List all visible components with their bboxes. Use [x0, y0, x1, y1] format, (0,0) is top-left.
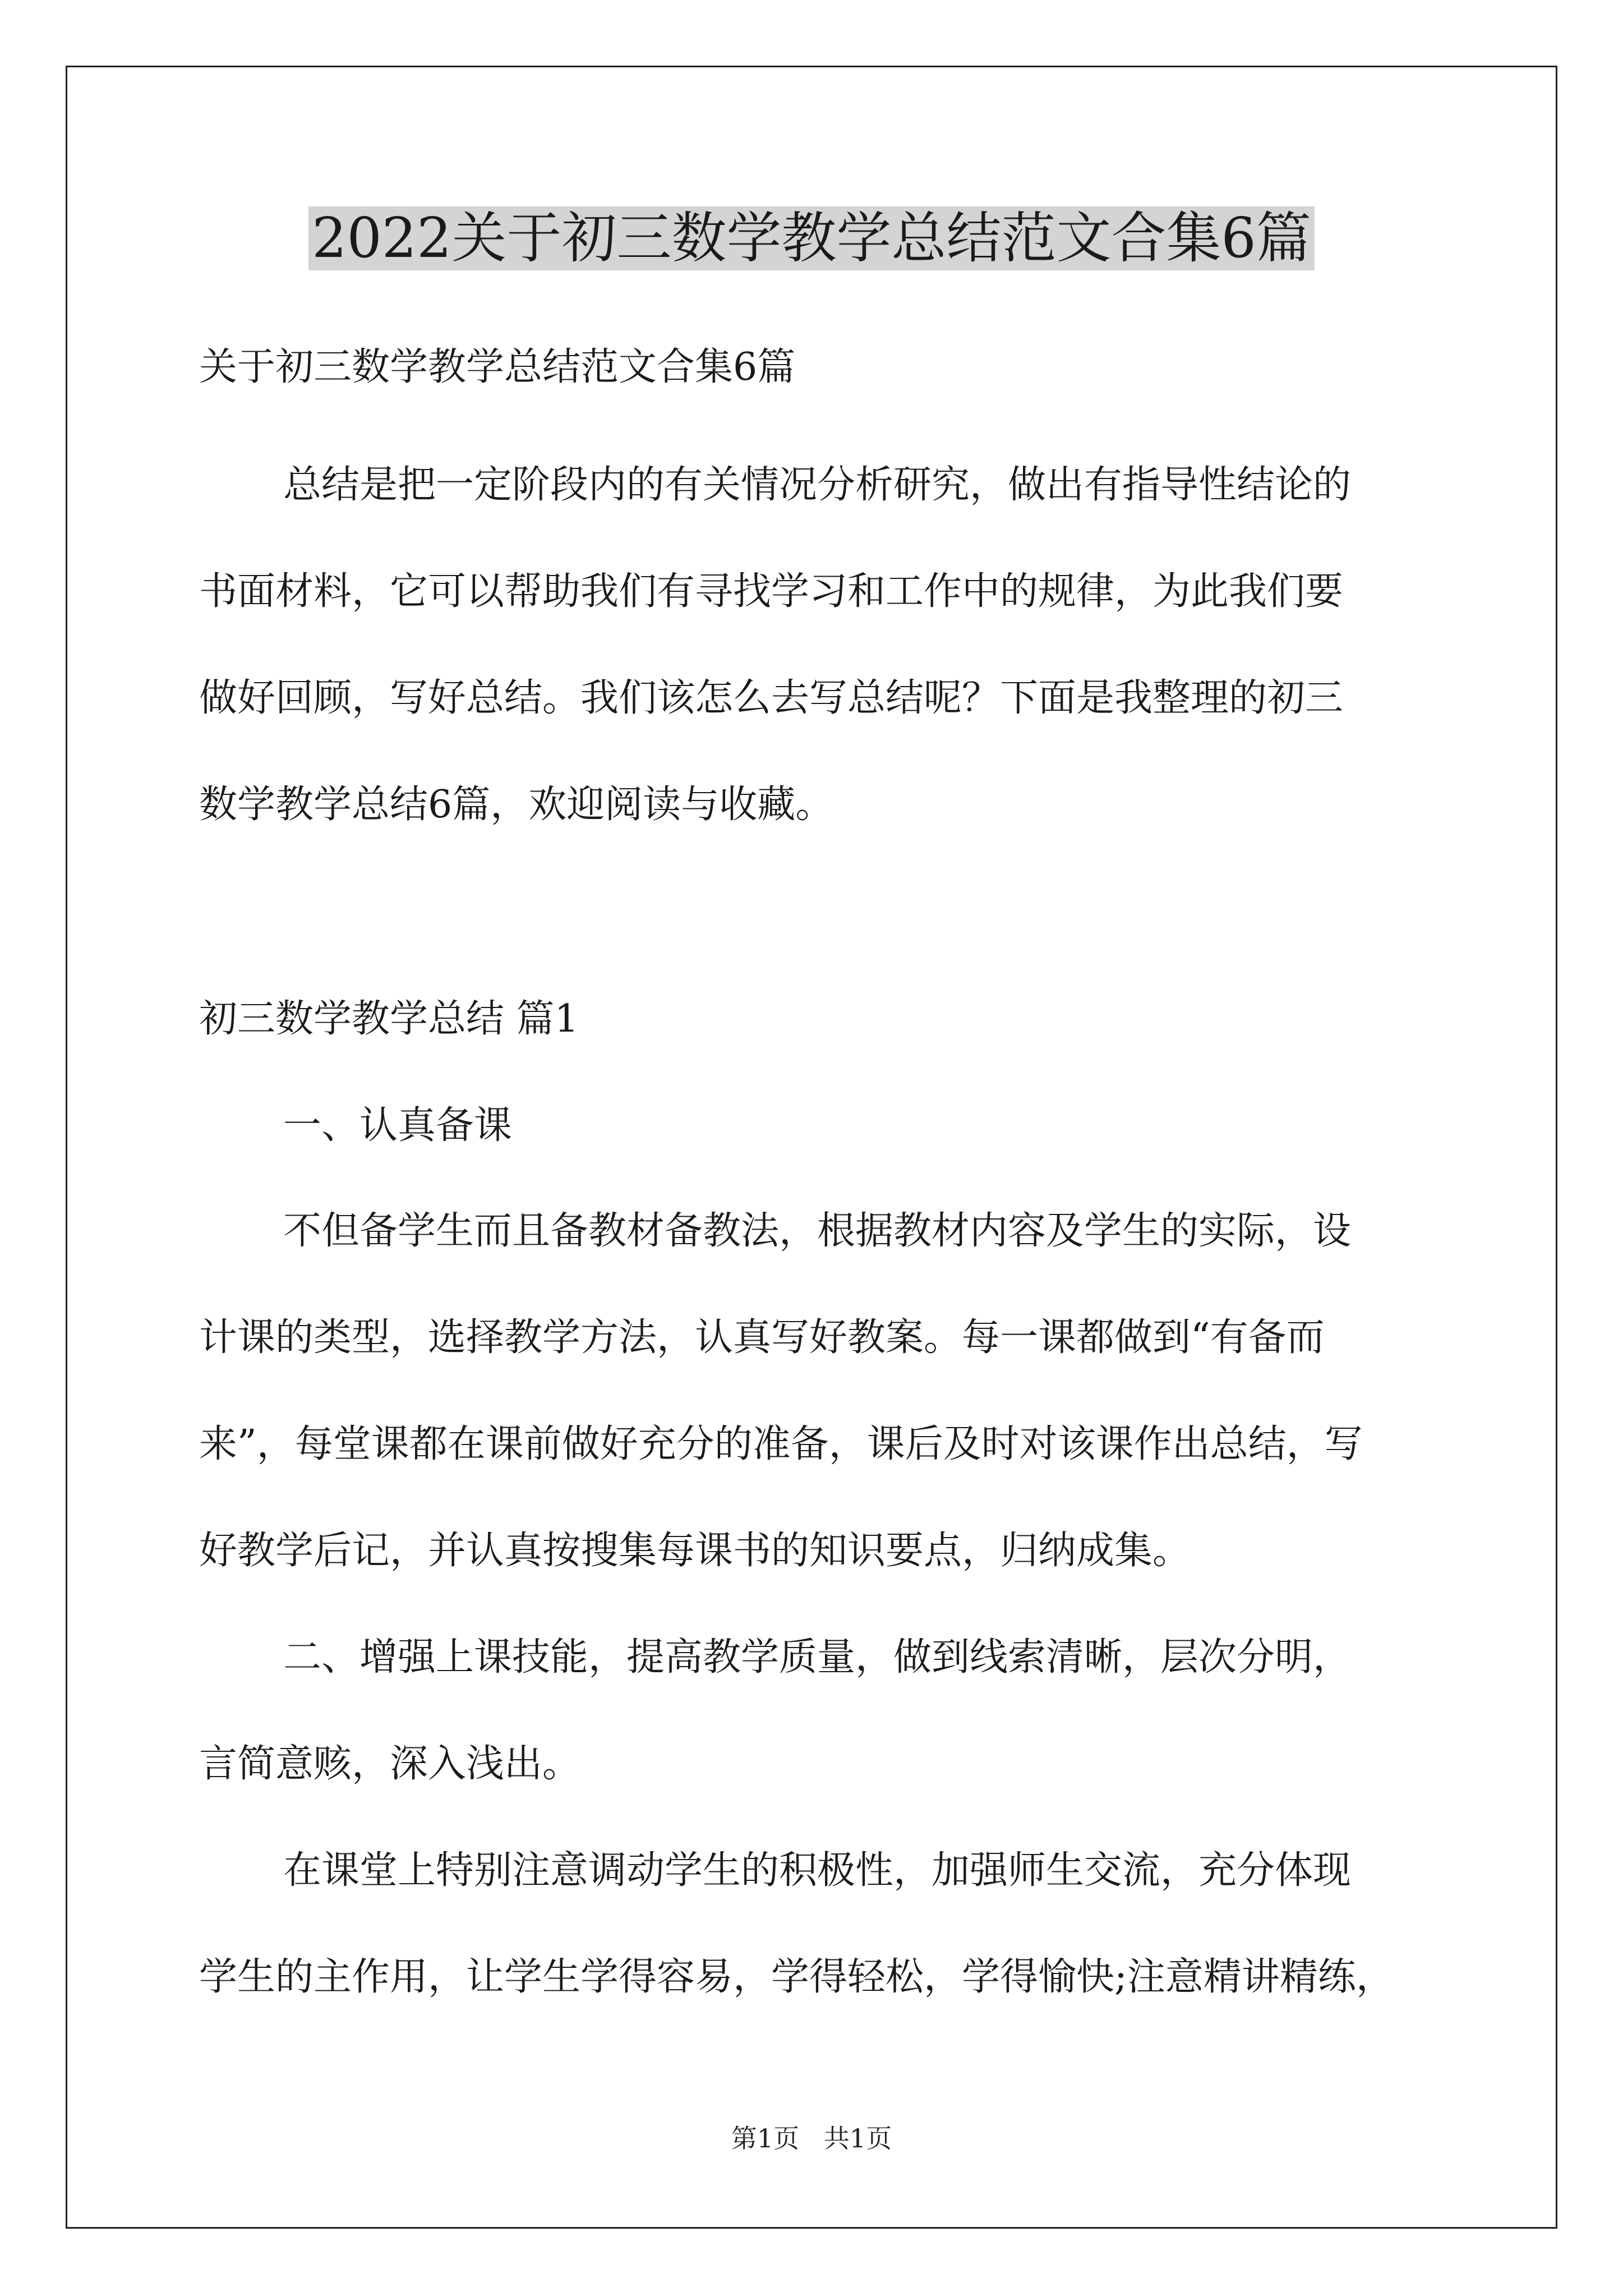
section-heading-text: 初三数学教学总结 篇1 — [199, 997, 579, 1041]
page-footer: 第1页 共1页 — [731, 2123, 892, 2154]
item2-line: 言简意赅，深入浅出。 — [199, 1742, 581, 1786]
item1-line: 来”，每堂课都在课前做好充分的准备，课后及时对该课作出总结，写 — [199, 1422, 1363, 1466]
item3-line: 在课堂上特别注意调动学生的积极性，加强师生交流，充分体现 — [283, 1848, 1352, 1893]
document-title — [0, 199, 1623, 278]
item1-line: 不但备学生而且备教材备教法，根据教材内容及学生的实际，设 — [283, 1209, 1352, 1253]
item3-paragraph — [199, 1818, 1436, 2031]
item1-heading-text: 一、认真备课 — [283, 1103, 513, 1148]
item3-line: 学生的主作用，让学生学得容易，学得轻松，学得愉快;注意精讲精练， — [199, 1955, 1394, 1999]
intro-paragraph — [199, 432, 1436, 858]
intro-line: 数学教学总结6篇，欢迎阅读与收藏。 — [199, 783, 834, 827]
item1-line: 好教学后记，并认真按搜集每课书的知识要点，归纳成集。 — [199, 1529, 1191, 1573]
intro-line: 做好回顾，写好总结。我们该怎么去写总结呢？下面是我整理的初三 — [199, 676, 1344, 720]
item1-paragraph — [199, 1178, 1436, 1604]
intro-line: 书面材料，它可以帮助我们有寻找学习和工作中的规律，为此我们要 — [199, 569, 1344, 614]
document-subtitle — [199, 314, 1436, 421]
item1-heading — [199, 1073, 1436, 1179]
subtitle-text: 关于初三数学教学总结范文合集6篇 — [199, 345, 796, 389]
item2-paragraph — [199, 1604, 1436, 1818]
intro-line: 总结是把一定阶段内的有关情况分析研究，做出有指导性结论的 — [283, 463, 1352, 507]
item2-line: 二、增强上课技能，提高教学质量，做到线索清晰，层次分明， — [283, 1635, 1352, 1680]
section-heading — [199, 966, 1436, 1073]
item1-line: 计课的类型，选择教学方法，认真写好教案。每一课都做到“有备而 — [199, 1315, 1325, 1360]
document-title-text: 2022关于初三数学教学总结范文合集6篇 — [308, 206, 1315, 270]
